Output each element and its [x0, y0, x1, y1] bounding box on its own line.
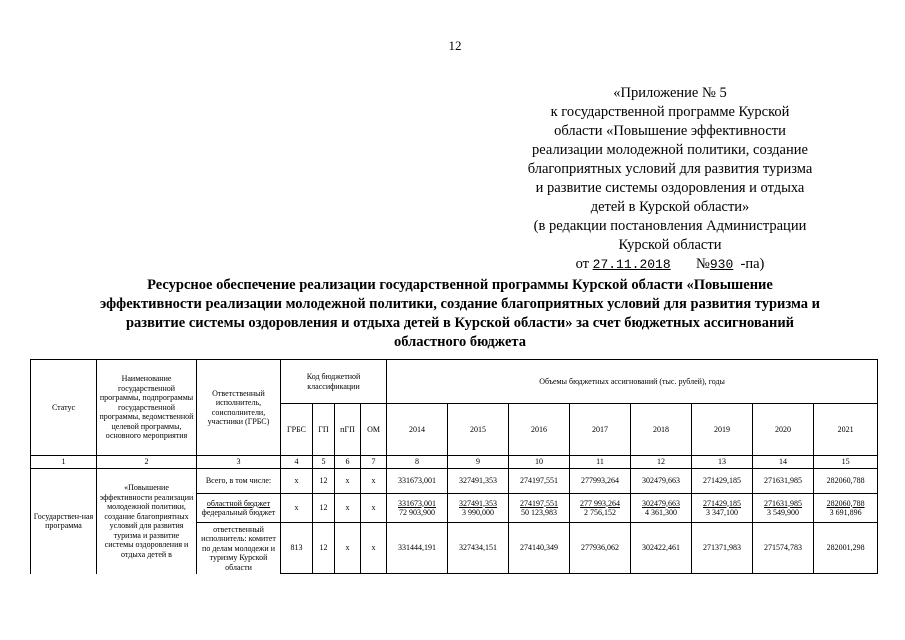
regional-value: 274197,551 — [520, 498, 559, 508]
column-number-row — [31, 456, 878, 469]
value-cell: 282060,788 — [814, 469, 878, 494]
value-cell: 271371,983 — [692, 523, 753, 574]
federal-value: 2 756,152 — [584, 508, 617, 517]
gp-cell: 12 — [313, 469, 335, 494]
header-year: 2014 — [387, 404, 448, 456]
appendix-line: детей в Курской области» — [590, 199, 750, 215]
regional-value: 331673,001 — [398, 498, 437, 508]
appendix-line: благоприятных условий для развития туризма — [527, 161, 813, 177]
value-cell: 302422,461 — [631, 523, 692, 574]
header-year: 2018 — [631, 404, 692, 456]
value-cell: 327434,151 — [448, 523, 509, 574]
federal-value: 4 361,300 — [645, 508, 678, 517]
header-name: Наименование государственной программы, подпрограммы государственной программы, ведомственной целевой программы, основного мероприятия — [97, 360, 197, 456]
executor-cell: Всего, в том числе: — [197, 469, 281, 494]
title-line: эффективности реализации молодежной политики, создание благоприятных условий для развития туризма и — [99, 296, 821, 312]
title-line: развитие системы оздоровления и отдыха детей в Курской области» за счет бюджетных ассигнований — [125, 315, 795, 331]
column-number: 1 — [31, 456, 97, 469]
regional-value: 282060,788 — [826, 498, 865, 508]
value-cell — [753, 494, 814, 523]
number-suffix: -па) — [740, 256, 765, 272]
value-cell — [814, 494, 878, 523]
executor-regional-budget: областной бюджет — [206, 498, 271, 508]
executor-cell — [197, 494, 281, 523]
federal-value: 3 990,000 — [462, 508, 495, 517]
column-number: 5 — [313, 456, 335, 469]
column-number: 2 — [97, 456, 197, 469]
value-cell — [570, 494, 631, 523]
header-budget-code: Код бюджетной классификации — [281, 360, 387, 404]
value-cell — [387, 494, 448, 523]
value-cell: 331673,001 — [387, 469, 448, 494]
column-number: 6 — [335, 456, 361, 469]
resolution-date: 27.11.2018 — [592, 257, 671, 272]
gp-cell: 12 — [313, 523, 335, 574]
value-cell — [509, 494, 570, 523]
regional-value: 302479,663 — [642, 498, 681, 508]
pgp-cell: х — [335, 494, 361, 523]
executor-cell: ответственный исполнитель: комитет по делам молодежи и туризму Курской области — [197, 523, 281, 574]
header-volumes: Объемы бюджетных ассигнований (тыс. рублей), годы — [387, 360, 878, 404]
column-number: 3 — [197, 456, 281, 469]
header-row — [31, 360, 878, 404]
grbs-cell: х — [281, 494, 313, 523]
om-cell: х — [361, 494, 387, 523]
column-number: 13 — [692, 456, 753, 469]
header-executor: Ответственный исполнитель, соисполнители, участники (ГРБС) — [197, 360, 281, 456]
program-name-cell: «Повышение эффективности реализации молодежной политики, создание благоприятных условий для развития туризма и развитие системы оздоровления и отдыха детей в — [97, 469, 197, 574]
column-number: 4 — [281, 456, 313, 469]
federal-value: 72 903,900 — [399, 508, 436, 517]
header-year: 2021 — [814, 404, 878, 456]
appendix-line: реализации молодежной политики, создание — [532, 142, 808, 158]
federal-value: 3 549,900 — [767, 508, 800, 517]
appendix-line: «Приложение № 5 — [613, 85, 727, 101]
grbs-cell: х — [281, 469, 313, 494]
date-prefix: от — [575, 256, 593, 272]
header-year: 2015 — [448, 404, 509, 456]
appendix-line: и развитие системы оздоровления и отдыха — [535, 180, 805, 196]
om-cell: х — [361, 469, 387, 494]
regional-value: 277 993,264 — [580, 498, 621, 508]
appendix-date-line — [520, 255, 820, 274]
appendix-line: к государственной программе Курской — [550, 104, 790, 120]
appendix-header — [520, 84, 820, 274]
value-cell — [692, 494, 753, 523]
value-cell: 327491,353 — [448, 469, 509, 494]
value-cell: 331444,191 — [387, 523, 448, 574]
regional-value: 327491,353 — [459, 498, 498, 508]
column-number: 9 — [448, 456, 509, 469]
value-cell: 274140,349 — [509, 523, 570, 574]
title-line: Ресурсное обеспечение реализации государственной программы Курской области «Повышение — [147, 277, 773, 293]
column-number: 10 — [509, 456, 570, 469]
header-om: ОМ — [361, 404, 387, 456]
header-year: 2017 — [570, 404, 631, 456]
header-grbs: ГРБС — [281, 404, 313, 456]
grbs-cell: 813 — [281, 523, 313, 574]
value-cell: 282001,298 — [814, 523, 878, 574]
column-number: 14 — [753, 456, 814, 469]
value-cell: 271574,783 — [753, 523, 814, 574]
header-status: Статус — [31, 360, 97, 456]
regional-value: 271429,185 — [703, 498, 742, 508]
column-number: 15 — [814, 456, 878, 469]
appendix-line: (в редакции постановления Администрации — [533, 218, 807, 234]
value-cell: 277936,062 — [570, 523, 631, 574]
om-cell: х — [361, 523, 387, 574]
value-cell: 271429,185 — [692, 469, 753, 494]
column-number: 8 — [387, 456, 448, 469]
executor-federal-budget: федеральный бюджет — [201, 508, 276, 517]
appendix-line: Курской области — [618, 237, 722, 253]
header-year: 2016 — [509, 404, 570, 456]
federal-value: 3 691,896 — [829, 508, 862, 517]
value-cell: 274197,551 — [509, 469, 570, 494]
header-year: 2019 — [692, 404, 753, 456]
value-cell: 271631,985 — [753, 469, 814, 494]
appendix-line: области «Повышение эффективности — [554, 123, 786, 139]
value-cell — [631, 494, 692, 523]
federal-value: 50 123,983 — [521, 508, 558, 517]
title-line: областного бюджета — [394, 334, 526, 350]
value-cell: 277993,264 — [570, 469, 631, 494]
header-pgp: пГП — [335, 404, 361, 456]
column-number: 12 — [631, 456, 692, 469]
column-number: 11 — [570, 456, 631, 469]
status-cell: Государствен-ная программа — [31, 469, 97, 574]
header-gp: ГП — [313, 404, 335, 456]
budget-table — [30, 359, 878, 574]
page-number: 12 — [448, 38, 462, 53]
value-cell — [448, 494, 509, 523]
value-cell: 302479,663 — [631, 469, 692, 494]
header-year: 2020 — [753, 404, 814, 456]
column-number: 7 — [361, 456, 387, 469]
resolution-number: 930 — [709, 257, 734, 272]
pgp-cell: х — [335, 469, 361, 494]
number-prefix: № — [696, 256, 710, 272]
federal-value: 3 347,100 — [706, 508, 739, 517]
table-row-total — [31, 469, 878, 494]
regional-value: 271631,985 — [764, 498, 803, 508]
document-title — [70, 276, 850, 352]
gp-cell: 12 — [313, 494, 335, 523]
pgp-cell: х — [335, 523, 361, 574]
